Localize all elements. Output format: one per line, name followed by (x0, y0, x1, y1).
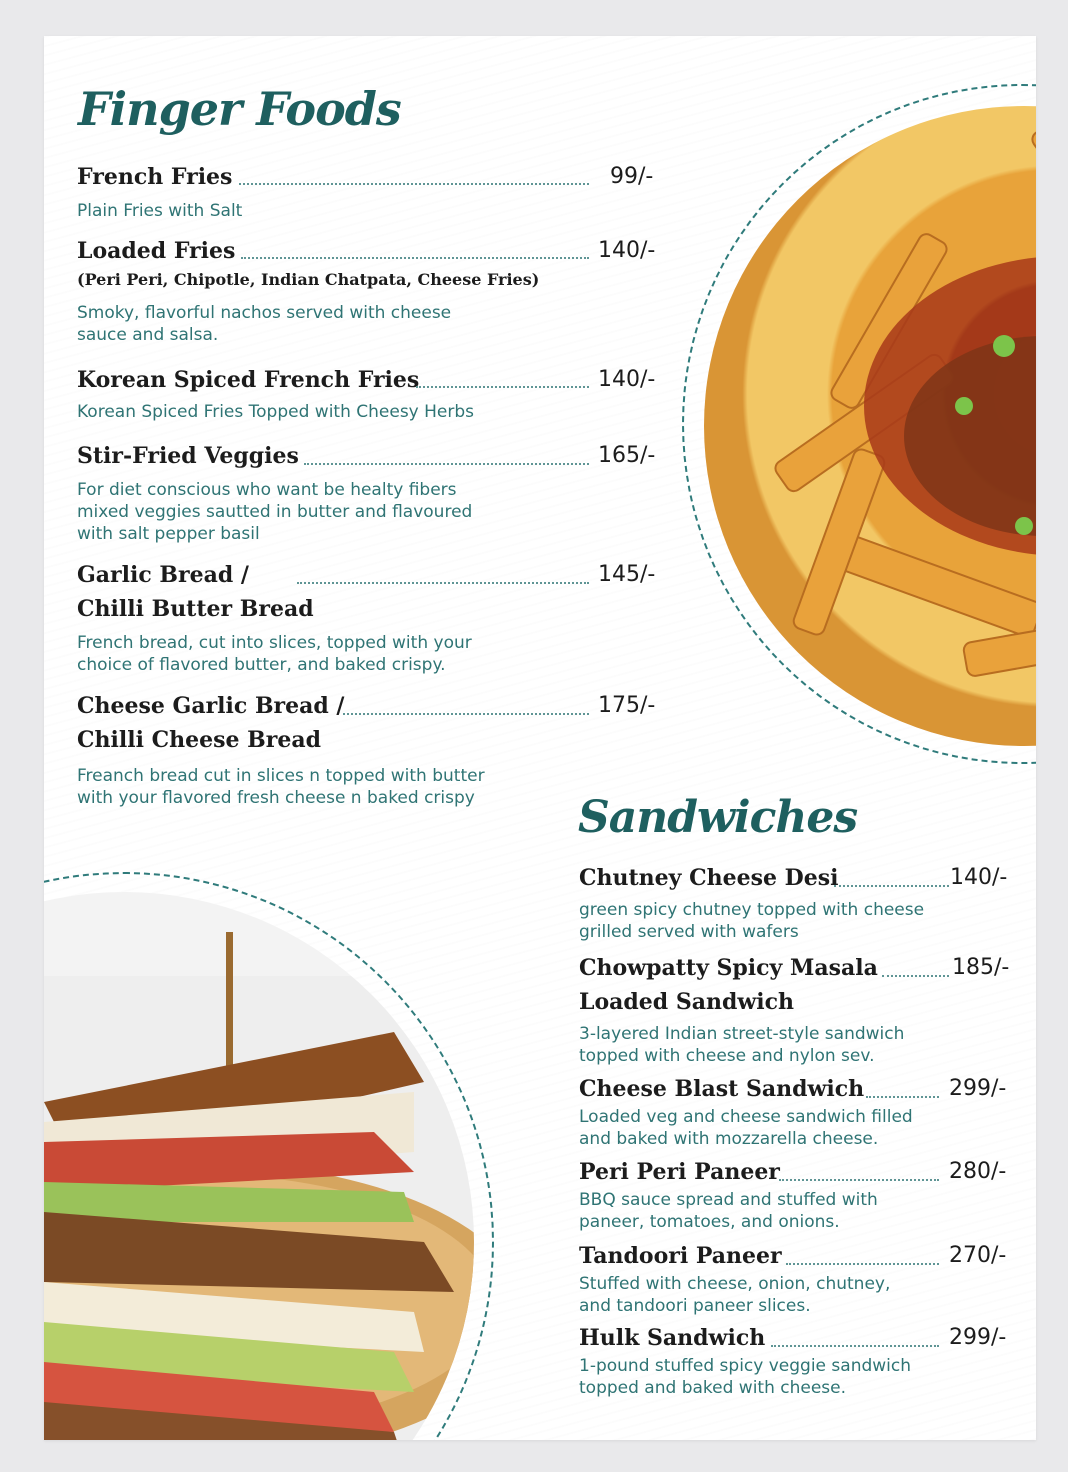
price-leader (866, 1096, 939, 1098)
item-description: 1-pound stuffed spicy veggie sandwich topped and baked with cheese. (579, 1356, 912, 1398)
menu-item-cheese-blast-sandwich (579, 1072, 913, 1150)
price-leader (416, 386, 589, 388)
item-description: Smoky, flavorful nachos served with cheese sauce and salsa. (77, 303, 452, 345)
menu-page (44, 36, 1036, 1440)
item-price: 165/- (598, 443, 656, 468)
price-leader (343, 713, 589, 715)
menu-item-tandoori-paneer (579, 1239, 890, 1317)
menu-item-cheese-garlic-bread (77, 689, 485, 809)
menu-item-loaded-fries (77, 234, 539, 346)
menu-item-korean-spiced-fries (77, 363, 474, 423)
item-name: Stir-Fried Veggies (77, 443, 299, 469)
item-description: For diet conscious who want be healty fibers mixed veggies sautted in butter and flavoured with salt pepper basil (77, 480, 473, 544)
price-leader (834, 885, 949, 887)
item-description: Stuffed with cheese, onion, chutney, and tandoori paneer slices. (579, 1274, 891, 1316)
menu-item-stir-fried-veggies (77, 439, 472, 545)
item-price: 145/- (598, 562, 656, 587)
item-description: Loaded veg and cheese sandwich filled and baked with mozzarella cheese. (579, 1107, 913, 1149)
finger-foods-heading: Finger Foods (78, 82, 401, 136)
item-name-line2: Chilli Cheese Bread (77, 727, 321, 753)
price-leader (786, 1263, 939, 1265)
price-leader (771, 1345, 939, 1347)
item-name: Tandoori Paneer (579, 1243, 782, 1269)
price-leader (241, 257, 589, 259)
menu-item-french-fries (77, 160, 242, 222)
item-name: Chutney Cheese Desi (579, 865, 839, 891)
menu-item-garlic-bread (77, 558, 472, 676)
loaded-fries-photo (704, 106, 1036, 746)
item-description: Plain Fries with Salt (77, 201, 243, 221)
item-description: Freanch bread cut in slices n topped with butter with your flavored fresh cheese n baked crispy (77, 766, 485, 808)
item-name: Cheese Blast Sandwich (579, 1076, 865, 1102)
item-price: 140/- (598, 367, 656, 392)
item-variants: (Peri Peri, Chipotle, Indian Chatpata, Cheese Fries) (77, 270, 540, 289)
item-price: 185/- (952, 955, 1010, 980)
item-price: 299/- (949, 1325, 1007, 1350)
menu-item-chowpatty-spicy-masala (579, 951, 904, 1067)
sandwiches-heading: Sandwiches (578, 792, 858, 843)
item-price: 175/- (598, 693, 656, 718)
item-price: 299/- (949, 1076, 1007, 1101)
item-price: 140/- (950, 865, 1008, 890)
item-name: French Fries (77, 164, 233, 190)
price-leader (304, 463, 589, 465)
item-description: French bread, cut into slices, topped with your choice of flavored butter, and baked crispy. (77, 633, 472, 675)
item-description: 3-layered Indian street-style sandwich topped with cheese and nylon sev. (579, 1024, 905, 1066)
item-price: 270/- (949, 1243, 1007, 1268)
item-price: 280/- (949, 1159, 1007, 1184)
item-price: 140/- (598, 238, 656, 263)
item-price: 99/- (610, 164, 654, 189)
item-name: Cheese Garlic Bread / (77, 693, 345, 719)
item-description: Korean Spiced Fries Topped with Cheesy Herbs (77, 402, 475, 422)
item-name: Loaded Fries (77, 238, 236, 264)
item-name: Garlic Bread / (77, 562, 249, 588)
item-description: green spicy chutney topped with cheese grilled served with wafers (579, 900, 925, 942)
price-leader (239, 183, 589, 185)
menu-item-chutney-cheese-desi (579, 861, 924, 943)
item-name: Peri Peri Paneer (579, 1159, 780, 1185)
item-name: Korean Spiced French Fries (77, 367, 420, 393)
menu-item-peri-peri-paneer (579, 1155, 878, 1233)
price-leader (882, 975, 949, 977)
item-description: BBQ sauce spread and stuffed with paneer, tomatoes, and onions. (579, 1190, 878, 1232)
club-sandwich-photo (44, 892, 474, 1440)
price-leader (297, 582, 589, 584)
menu-item-hulk-sandwich (579, 1321, 911, 1399)
item-name-line2: Loaded Sandwich (579, 989, 795, 1015)
price-leader (779, 1179, 939, 1181)
item-name: Hulk Sandwich (579, 1325, 766, 1351)
item-name: Chowpatty Spicy Masala (579, 955, 878, 981)
item-name-line2: Chilli Butter Bread (77, 596, 314, 622)
